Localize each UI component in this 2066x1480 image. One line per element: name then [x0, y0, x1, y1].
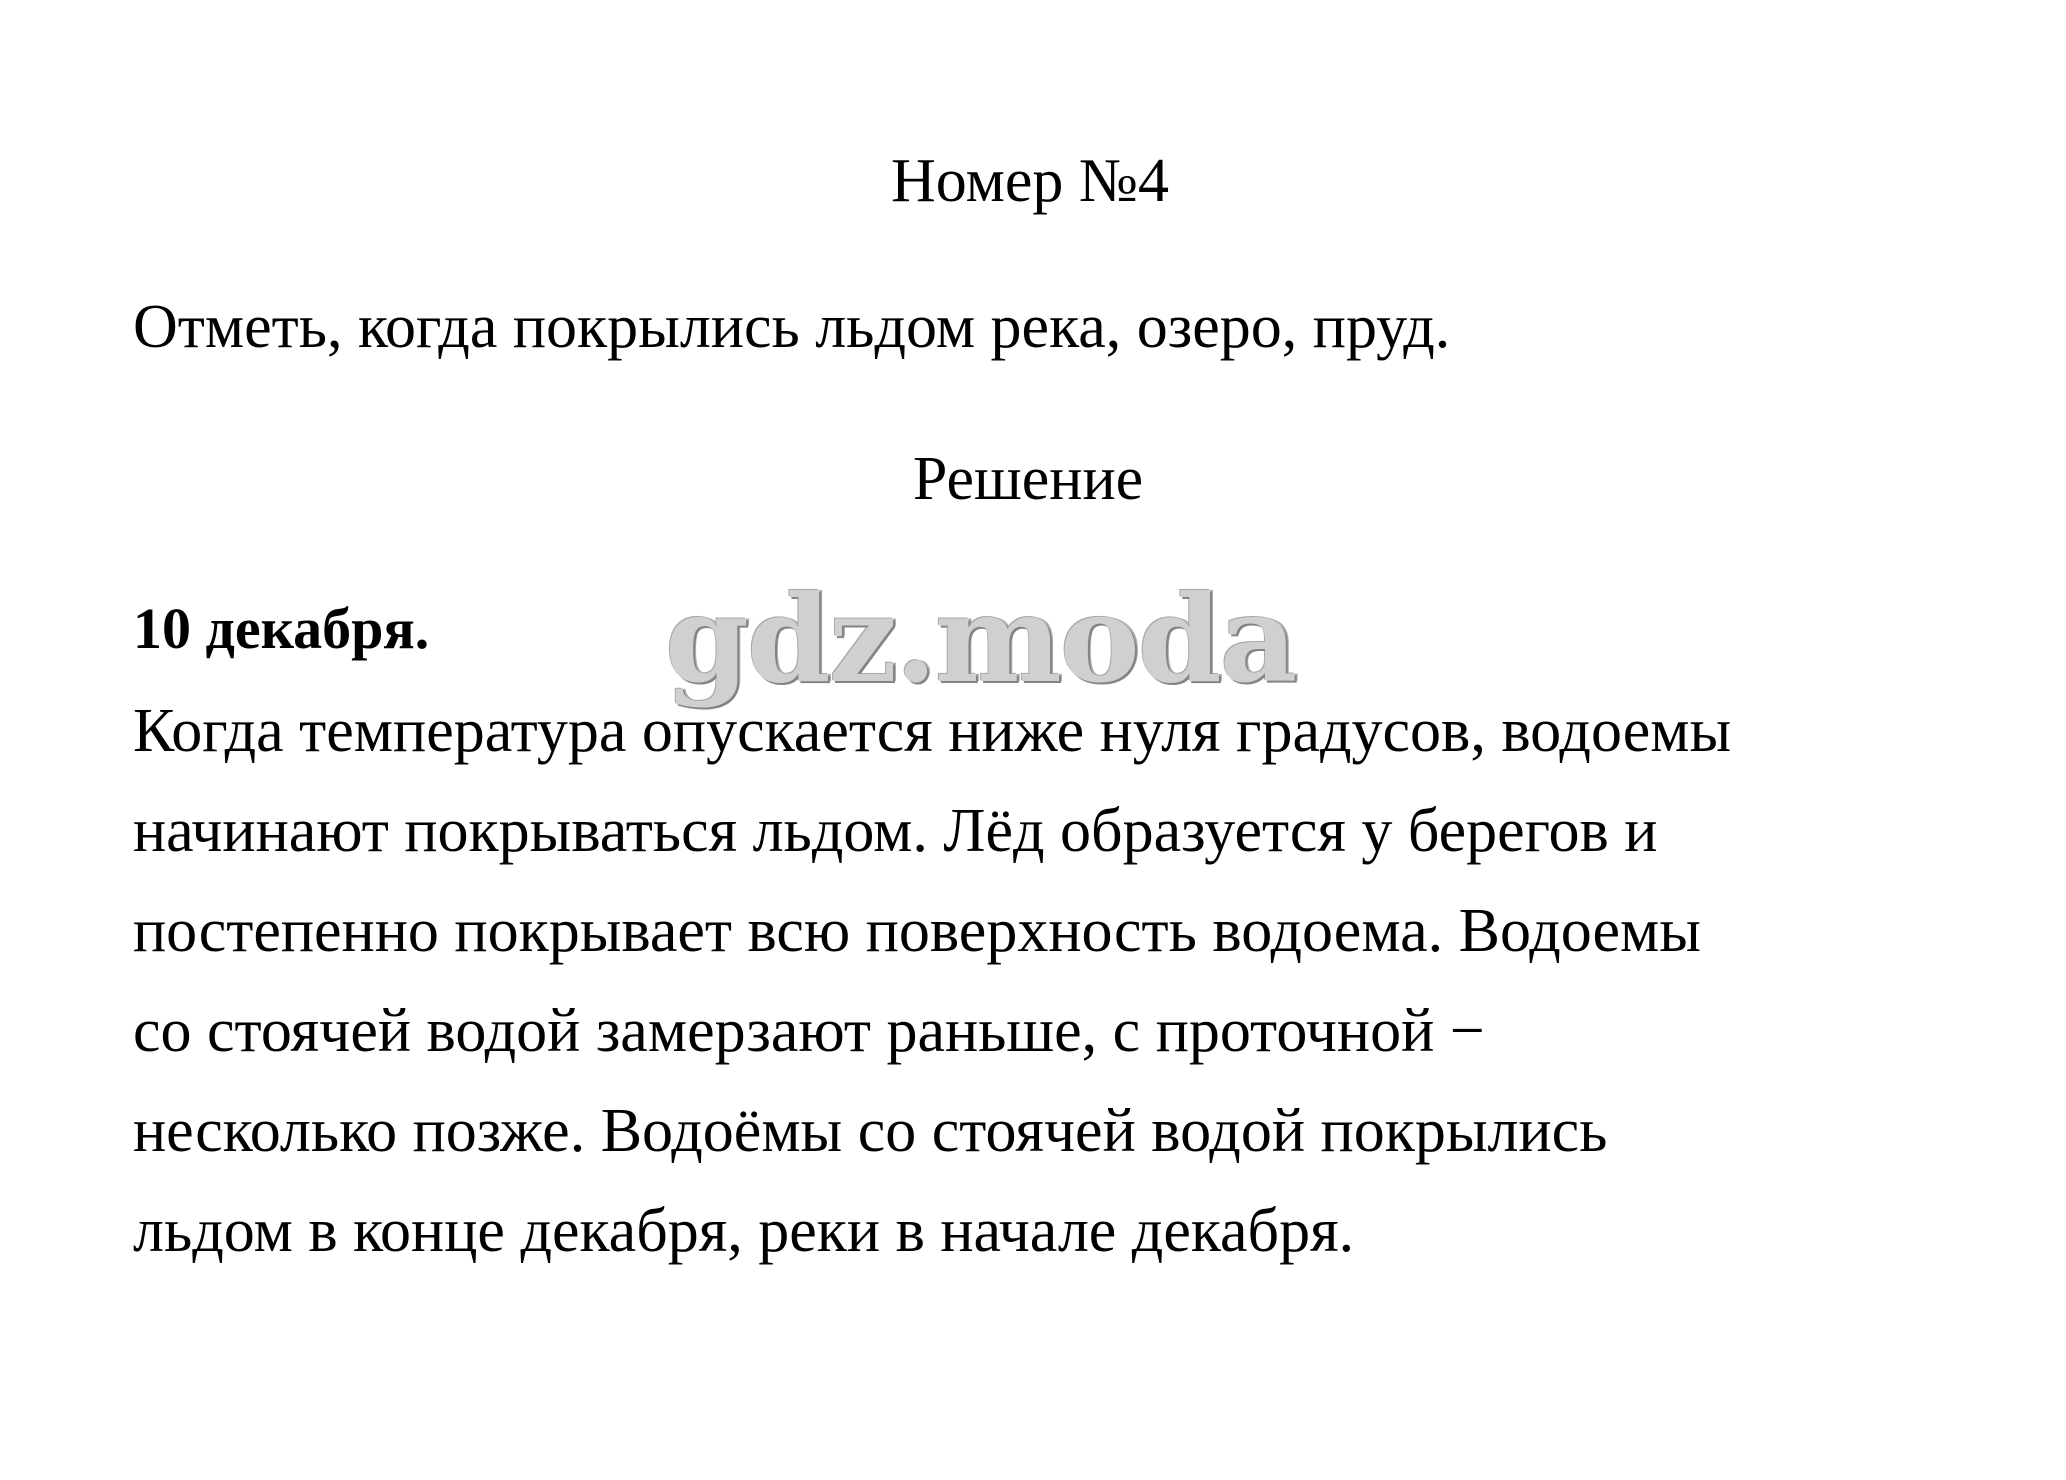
task-text: Отметь, когда покрылись льдом река, озеро, пруд.	[133, 293, 1451, 361]
paragraph-line: Когда температура опускается ниже нуля градусов, водоемы	[133, 697, 1732, 765]
paragraph-line: несколько позже. Водоёмы со стоячей водой покрылись	[133, 1097, 1608, 1165]
solution-heading: Решение	[912, 445, 1144, 513]
answer-text: 10 декабря.	[133, 596, 430, 661]
watermark-logo: gdz.moda	[665, 569, 1296, 710]
paragraph-line: льдом в конце декабря, реки в начале декабря.	[133, 1197, 1355, 1265]
paragraph-line: постепенно покрывает всю поверхность водоема. Водоемы	[133, 897, 1701, 965]
paragraph-line: начинают покрываться льдом. Лёд образуется у берегов и	[133, 797, 1658, 865]
paragraph-line: со стоячей водой замерзают раньше, с проточной −	[133, 997, 1485, 1065]
page-title: Номер №4	[890, 147, 1169, 215]
